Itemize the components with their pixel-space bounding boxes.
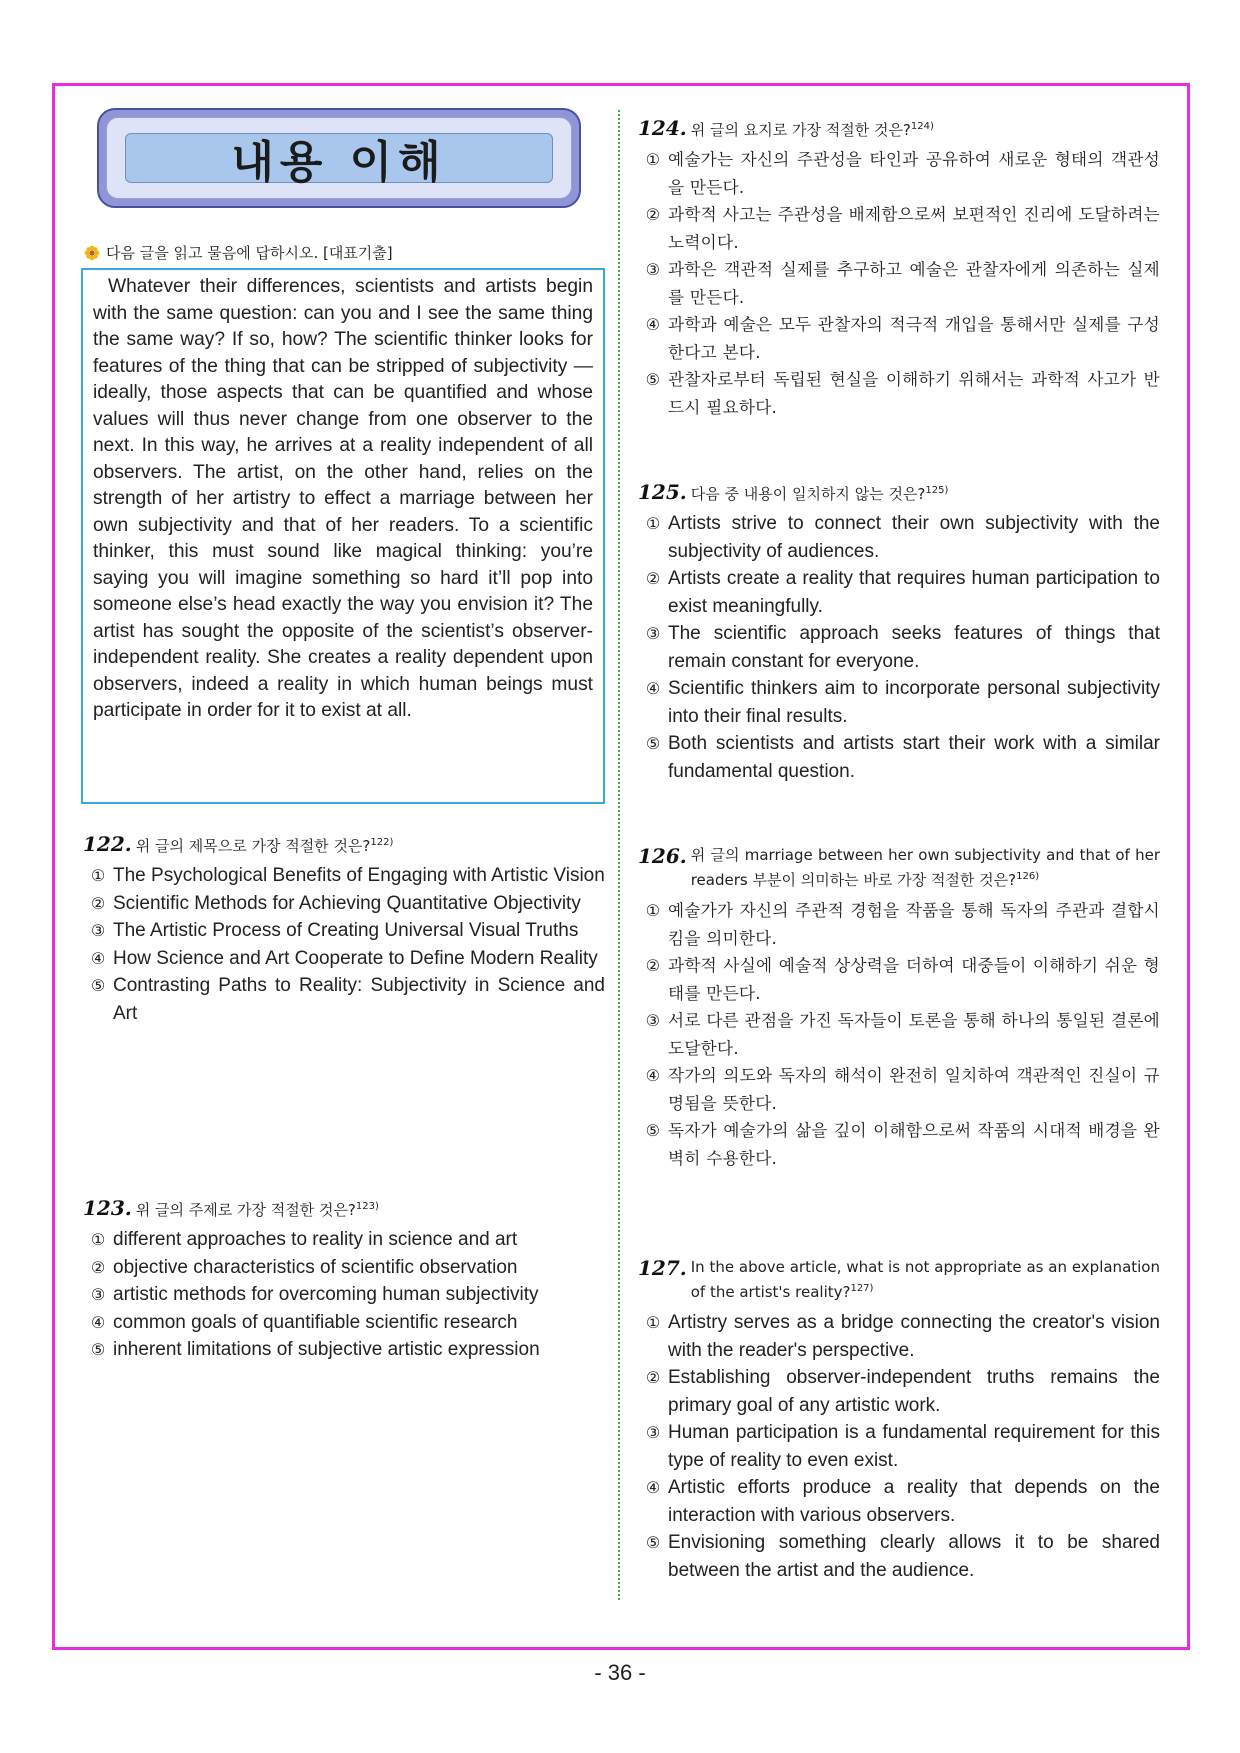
option-text: Scientific Methods for Achieving Quantitative Objectivity — [113, 892, 581, 914]
answer-option[interactable] — [83, 1254, 605, 1282]
option-list — [638, 897, 1160, 1172]
option-marker: ③ — [90, 921, 106, 940]
option-marker: ① — [90, 1230, 106, 1249]
footnote-ref: 127) — [850, 1283, 874, 1294]
option-marker: ③ — [90, 1285, 106, 1304]
answer-option[interactable] — [638, 675, 1160, 730]
question-number: 125. — [638, 480, 687, 504]
question-122 — [83, 832, 605, 1027]
option-marker: ④ — [645, 679, 661, 698]
title-banner — [97, 108, 581, 208]
answer-option[interactable] — [638, 1117, 1160, 1172]
answer-option[interactable] — [638, 1364, 1160, 1419]
option-list — [83, 1226, 605, 1364]
option-text: common goals of quantifiable scientific research — [113, 1311, 518, 1333]
option-text: inherent limitations of subjective artistic expression — [113, 1339, 540, 1360]
option-marker: ④ — [645, 315, 661, 334]
footnote-ref: 123) — [355, 1201, 379, 1212]
answer-option[interactable] — [83, 1281, 605, 1309]
answer-option[interactable] — [83, 945, 605, 973]
option-text: The Psychological Benefits of Engaging with Artistic Vision — [113, 865, 605, 886]
option-marker: ① — [645, 150, 661, 169]
option-marker: ② — [645, 1368, 661, 1387]
question-124 — [638, 116, 1160, 421]
answer-option[interactable] — [638, 1007, 1160, 1062]
option-marker: ⑤ — [90, 976, 106, 995]
option-text: Artists strive to connect their own subjectivity with the subjectivity of audiences. — [668, 513, 1160, 562]
answer-option[interactable] — [638, 1309, 1160, 1364]
option-text: Artistry serves as a bridge connecting the creator's vision with the reader's perspective. — [668, 1312, 1160, 1361]
answer-option[interactable] — [83, 1309, 605, 1337]
option-text: objective characteristics of scientific observation — [113, 1256, 518, 1278]
footnote-ref: 122) — [370, 837, 394, 848]
instruction-text: 다음 글을 읽고 물음에 답하시오. [대표기출] — [106, 244, 393, 262]
option-marker: ⑤ — [645, 1533, 661, 1552]
option-text: Human participation is a fundamental requirement for this type of reality to even exist. — [668, 1422, 1160, 1471]
passage-text: Whatever their differences, scientists and artists begin with the same question: can you and I see the same thing the same way? If so, how? The scientific thinker looks for features of the thing that can be stripped of subjectivity — ideally, those aspects that can be quantified and whose values will thus never change from one observer to the next. In this way, he arrives at a reality independent of all observers. The artist, on the other hand, relies on the strength of her artistry to effect a marriage between her own subjectivity and that of her readers. To a scientific thinker, this must sound like magical thinking: you’re saying you will imagine something so hard it’ll pop into someone else’s head exactly the way you envision it? The artist has sought the opposite of the scientist’s observer-independent reality. She creates a reality dependent upon observers, indeed a reality in which human beings must participate in order for it to exist at all. — [93, 276, 593, 721]
option-marker: ③ — [645, 260, 661, 279]
option-text: Establishing observer-independent truths remains the primary goal of any artistic work. — [668, 1367, 1160, 1416]
option-text: 관찰자로부터 독립된 현실을 이해하기 위해서는 과학적 사고가 반드시 필요하다. — [668, 370, 1160, 417]
option-text: Envisioning something clearly allows it to be shared between the artist and the audience. — [668, 1532, 1160, 1581]
option-marker: ④ — [90, 1312, 106, 1332]
option-text: How Science and Art Cooperate to Define Modern Reality — [113, 947, 598, 969]
option-marker: ② — [90, 893, 106, 913]
answer-option[interactable] — [638, 1419, 1160, 1474]
question-text: 위 글의 제목으로 가장 적절한 것은? — [135, 837, 371, 855]
option-list — [638, 510, 1160, 785]
page-number: - 36 - — [594, 1660, 646, 1685]
section-title: 내용 이해 — [231, 137, 447, 188]
option-text: 과학적 사고는 주관성을 배제함으로써 보편적인 진리에 도달하려는 노력이다. — [668, 205, 1160, 252]
answer-option[interactable] — [83, 862, 605, 890]
answer-option[interactable] — [638, 620, 1160, 675]
option-text: 예술가가 자신의 주관적 경험을 작품을 통해 독자의 주관과 결합시킴을 의미한다. — [668, 901, 1160, 948]
option-text: 예술가는 자신의 주관성을 타인과 공유하여 새로운 형태의 객관성을 만든다. — [668, 150, 1160, 197]
option-text: different approaches to reality in science and art — [113, 1229, 518, 1250]
option-marker: ① — [645, 514, 661, 533]
answer-option[interactable] — [638, 1062, 1160, 1117]
option-text: 과학과 예술은 모두 관찰자의 적극적 개입을 통해서만 실제를 구성한다고 본다. — [668, 315, 1160, 362]
option-text: Scientific thinkers aim to incorporate personal subjectivity into their final results. — [668, 678, 1160, 727]
question-text: 위 글의 요지로 가장 적절한 것은? — [690, 121, 911, 139]
option-marker: ② — [645, 956, 661, 975]
option-text: 서로 다른 관점을 가진 독자들이 토론을 통해 하나의 통일된 결론에 도달한다. — [668, 1011, 1160, 1058]
option-text: 독자가 예술가의 삶을 깊이 이해함으로써 작품의 시대적 배경을 완벽히 수용한다. — [668, 1121, 1160, 1168]
option-marker: ⑤ — [645, 370, 661, 389]
question-number: 126. — [638, 844, 687, 868]
reading-passage — [81, 268, 605, 804]
answer-option[interactable] — [83, 890, 605, 918]
option-marker: ⑤ — [645, 1121, 661, 1140]
option-text: Artistic efforts produce a reality that depends on the interaction with various observers. — [668, 1477, 1160, 1526]
question-text: 위 글의 marriage between her own subjectivity and that of her readers 부분이 의미하는 바로 가장 적절한 것은? — [690, 846, 1160, 889]
answer-option[interactable] — [83, 917, 605, 945]
footnote-ref: 125) — [925, 485, 949, 496]
option-text: artistic methods for overcoming human subjectivity — [113, 1284, 539, 1305]
option-text: The Artistic Process of Creating Universal Visual Truths — [113, 920, 579, 941]
answer-option[interactable] — [638, 366, 1160, 421]
option-list — [83, 862, 605, 1027]
answer-option[interactable] — [638, 256, 1160, 311]
question-125 — [638, 480, 1160, 785]
question-text: 위 글의 주제로 가장 적절한 것은? — [135, 1201, 356, 1219]
option-marker: ① — [645, 1313, 661, 1332]
answer-option[interactable] — [83, 1226, 605, 1254]
question-123 — [83, 1196, 605, 1364]
answer-option[interactable] — [638, 146, 1160, 201]
option-marker: ⑤ — [90, 1340, 106, 1359]
option-marker: ④ — [645, 1066, 661, 1085]
footnote-ref: 124) — [910, 121, 934, 132]
option-text: Artists create a reality that requires human participation to exist meaningfully. — [668, 568, 1160, 617]
option-text: Contrasting Paths to Reality: Subjectivity in Science and Art — [113, 975, 605, 1024]
question-number: 123. — [83, 1196, 132, 1220]
option-list — [638, 146, 1160, 421]
answer-option[interactable] — [638, 510, 1160, 565]
answer-option[interactable] — [638, 565, 1160, 620]
question-number: 124. — [638, 116, 687, 140]
column-divider — [618, 110, 620, 1600]
option-text: The scientific approach seeks features of things that remain constant for everyone. — [668, 623, 1160, 672]
option-marker: ④ — [90, 948, 106, 968]
option-marker: ④ — [645, 1478, 661, 1497]
answer-option[interactable] — [638, 201, 1160, 256]
option-text: 작가의 의도와 독자의 해석이 완전히 일치하여 객관적인 진실이 규명됨을 뜻한다. — [668, 1066, 1160, 1113]
question-number: 122. — [83, 832, 132, 856]
option-marker: ③ — [645, 624, 661, 643]
answer-option[interactable] — [83, 972, 605, 1027]
question-text: In the above article, what is not appropriate as an explanation of the artist's reality? — [690, 1258, 1160, 1301]
question-text: 다음 중 내용이 일치하지 않는 것은? — [690, 485, 926, 503]
instruction — [84, 242, 393, 263]
answer-option[interactable] — [638, 1474, 1160, 1529]
answer-option[interactable] — [638, 1529, 1160, 1584]
option-list — [638, 1309, 1160, 1584]
option-marker: ③ — [645, 1423, 661, 1442]
option-text: Both scientists and artists start their work with a similar fundamental question. — [668, 733, 1160, 782]
option-marker: ⑤ — [645, 734, 661, 753]
option-text: 과학적 사실에 예술적 상상력을 더하여 대중들이 이해하기 쉬운 형태를 만든다. — [668, 956, 1160, 1003]
answer-option[interactable] — [638, 730, 1160, 785]
answer-option[interactable] — [638, 897, 1160, 952]
question-127 — [638, 1256, 1160, 1584]
flower-icon — [84, 245, 100, 261]
option-marker: ② — [645, 569, 661, 588]
option-marker: ② — [90, 1257, 106, 1277]
option-marker: ② — [645, 205, 661, 224]
option-text: 과학은 객관적 실제를 추구하고 예술은 관찰자에게 의존하는 실제를 만든다. — [668, 260, 1160, 307]
answer-option[interactable] — [638, 311, 1160, 366]
answer-option[interactable] — [83, 1336, 605, 1364]
footnote-ref: 126) — [1016, 871, 1040, 882]
option-marker: ③ — [645, 1011, 661, 1030]
option-marker: ① — [90, 866, 106, 885]
question-number: 127. — [638, 1256, 687, 1280]
answer-option[interactable] — [638, 952, 1160, 1007]
option-marker: ① — [645, 901, 661, 920]
question-126 — [638, 844, 1160, 1172]
